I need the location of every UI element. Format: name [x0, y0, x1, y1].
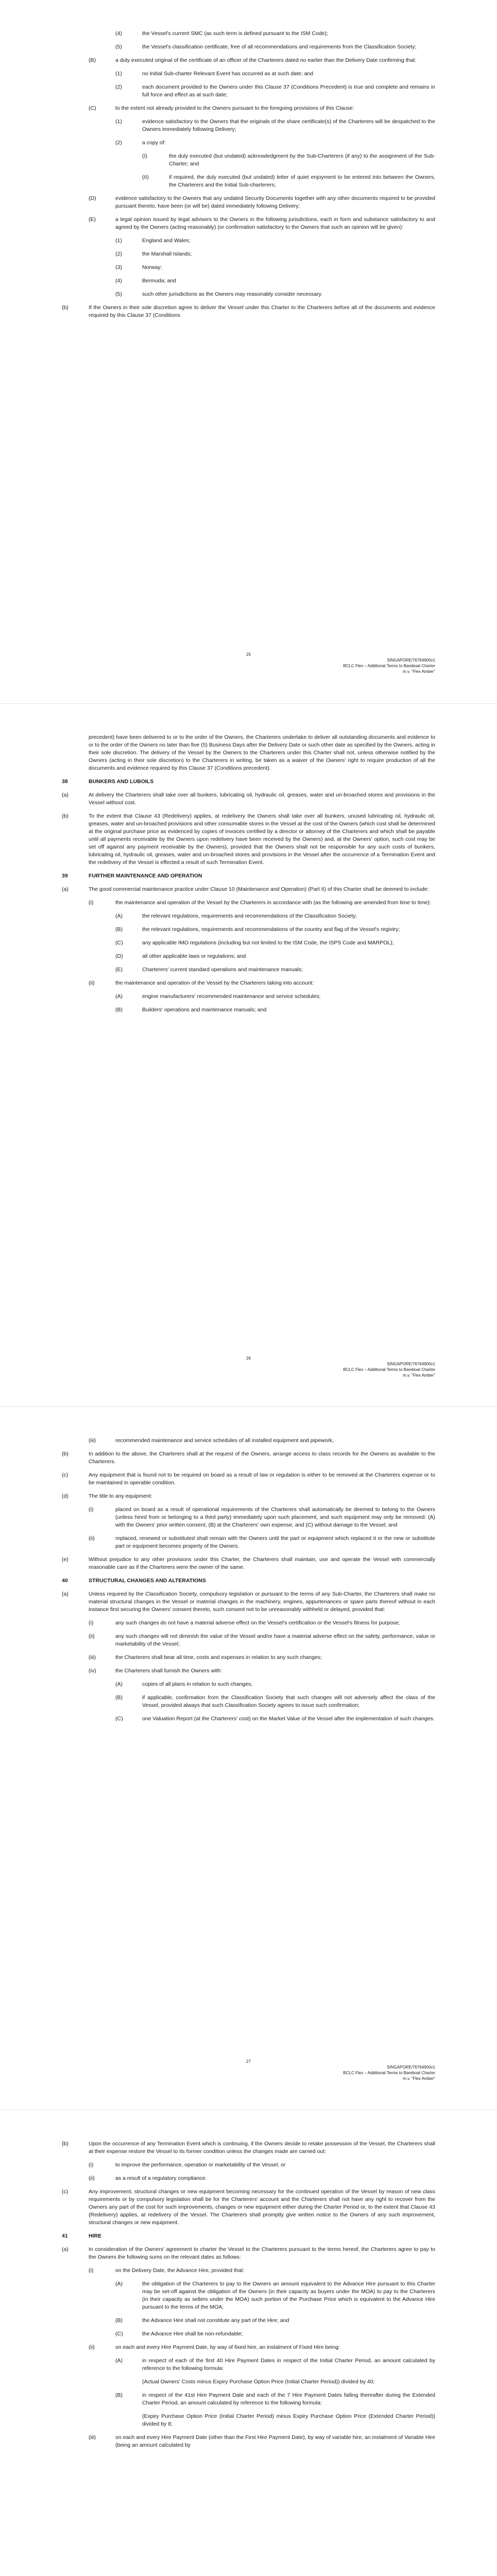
vessel-name: m.v. "Flex Amber" — [403, 2076, 435, 2081]
clause-text: on each and every Hire Payment Date, by way of fixed hire, an instalment of Fixed Hire being: — [115, 2344, 340, 2350]
clause-text: Charterers' current standard operations and maintenance manuals; — [142, 967, 303, 973]
clause-paragraph — [62, 979, 435, 987]
clause-label: (4) — [115, 278, 122, 284]
clause-text: any such changes do not have a material adverse effect on the Vessel's certification or the Vessel's fitness for purpose; — [115, 1620, 400, 1626]
clause-text: (Actual Owners' Costs minus Expiry Purchase Option Price (Initial Charter Period)) divided by 40; — [142, 2379, 375, 2385]
clause-label: 41 — [62, 2233, 68, 2239]
clause-label: (C) — [115, 940, 123, 946]
clause-label: (D) — [115, 953, 123, 959]
clause-paragraph — [62, 1667, 435, 1675]
clause-paragraph — [62, 912, 435, 920]
clause-text: the maintenance and operation of the Vessel by the Charterers taking into account: — [115, 980, 314, 986]
clause-paragraph — [62, 250, 435, 258]
clause-paragraph — [62, 926, 435, 934]
clause-label: (i) — [89, 2267, 94, 2274]
clause-paragraph — [62, 2434, 435, 2449]
clause-text: a copy of: — [142, 140, 166, 146]
clause-text: Any improvement, structural changes or new equipment becoming necessary for the continued operation of the Vessel by reason of new class requirements or by compulsory legislation shall be for the Charterers' account and the Charterers shall not have any right to recover from the Owners any part of the cost for such improvements, changes or new equipment either during the Charter Period or, to the extent that Clause 43 (Redelivery) applies, at redelivery of the Vessel. The Charterers shall promptly give written notice to the Owners of any such improvement, structural changes or new equipment. — [89, 2189, 435, 2226]
clause-text: the maintenance and operation of the Vessel by the Charterers in accordance with (as the following are amended from time to time): — [115, 900, 431, 906]
clause-paragraph — [62, 2413, 435, 2428]
clause-paragraph — [62, 43, 435, 51]
clause-heading — [62, 778, 435, 786]
clause-paragraph — [62, 2280, 435, 2311]
clause-paragraph — [62, 734, 435, 772]
clause-label: (2) — [115, 140, 122, 146]
clause-label: (a) — [62, 2246, 68, 2252]
clause-paragraph — [62, 216, 435, 231]
clause-text: a duly executed original of the certificate of an officer of the Charterers dated no earlier than the Delivery Date confirming that: — [115, 57, 417, 63]
clause-text: all other applicable laws or regulations; and — [142, 953, 246, 959]
clause-label: (II) — [142, 174, 149, 180]
clause-text: England and Wales; — [142, 238, 191, 244]
clause-text: the Vessel's classification certificate, free of all recommendations and requirements from the Classification Society; — [142, 44, 417, 50]
clause-text: Bermuda; and — [142, 278, 176, 284]
clause-text: on the Delivery Date, the Advance Hire, provided that: — [115, 2267, 245, 2274]
clause-label: (B) — [115, 1007, 123, 1013]
clause-text: to improve the performance, operation or marketability of the Vessel; or — [115, 2162, 286, 2168]
clause-paragraph — [62, 2317, 435, 2325]
clause-text: Norway; — [142, 264, 162, 270]
clause-label: (2) — [115, 84, 122, 90]
clause-paragraph — [62, 2246, 435, 2261]
clause-paragraph — [62, 1619, 435, 1627]
clause-text: the Charterers shall bear all time, costs and expenses in relation to any such changes; — [115, 1654, 322, 1660]
clause-paragraph — [62, 1694, 435, 1709]
page-footer — [0, 652, 497, 674]
vessel-name: m.v. "Flex Amber" — [403, 669, 435, 674]
clause-text: evidence satisfactory to the Owners that any undated Security Documents together with any other documents required to be provided pursuant thereto, have been (or will be) dated immediately following Delivery; — [115, 195, 435, 209]
clause-text: the duly executed (but undated) acknowledgment by the Sub-Charterers (if any) to the assignment of the Sub-Charter; and — [169, 153, 435, 167]
clause-text: the Advance Hire shall be non-refundable; — [142, 2331, 243, 2337]
clause-heading — [62, 2232, 435, 2240]
clause-label: (B) — [115, 2392, 123, 2398]
clause-text: placed on board as a result of operational requirements of the Charterers shall automatically be deemed to belong to the Owners (unless hired from or belonging to a third party) immediately upon such placement, and such equipment may only be removed: (A) with the Owners' prior written consent, (B) at the Charterers' own expense, and (C) without damage to the Vessel; and — [115, 1506, 435, 1528]
clause-paragraph — [62, 57, 435, 64]
clause-paragraph — [62, 291, 435, 298]
clause-paragraph — [62, 1493, 435, 1500]
clause-paragraph — [62, 791, 435, 807]
clause-text: in respect of the 41st Hire Payment Date and each of the 7 Hire Payment Dates falling thereafter during the Extended Charter Period, an amount calculated by reference to the following formula: — [142, 2392, 435, 2406]
clause-paragraph — [62, 105, 435, 112]
page-number: 25 — [246, 652, 251, 657]
clause-label: (ii) — [89, 980, 95, 986]
clause-text: a legal opinion issued by legal advisers to the Owners in the following jurisdictions, each in form and substance satisfactory to and agreed by the Owners (acting reasonably) (or confirmation satisfactory to the Owners that such an opinion will be given): — [115, 216, 435, 230]
clause-label: (I) — [142, 153, 147, 159]
clause-text: the Marshall Islands; — [142, 251, 192, 257]
clause-text: the Advance Hire shall not constitute any part of the Hire; and — [142, 2317, 289, 2324]
clause-text: Without prejudice to any other provisions under this Charter, the Charterers shall maintain, use and operate the Vessel with commercially reasonable care as if the Charterers were the owner of the same. — [89, 1556, 435, 1570]
clause-paragraph — [62, 70, 435, 78]
clause-label: (a) — [62, 1591, 68, 1597]
clause-paragraph — [62, 2378, 435, 2386]
document-page — [0, 1406, 497, 2110]
clause-label: (ii) — [89, 2175, 95, 2181]
document-reference: SINGAPORE/76764900v1 — [387, 658, 435, 663]
clause-text: In addition to the above, the Charterers shall at the request of the Owners, arrange access to class records for the Owners as available to the Charterers. — [89, 1451, 435, 1465]
clause-text: no Initial Sub-charter Relevant Event has occurred as at such date; and — [142, 71, 314, 77]
clause-text: To the extent that Clause 43 (Redelivery) applies, at redelivery the Owners shall take over all bunkers, unused lubricating oil, hydraulic oil, greases, water and un-broached provisions and other consumable stores in the Vessel at the cost of the Owners (which cost shall be determined at the original purchase price as evidenced by copies of invoices certified by a director or attorney of the Charterers and which shall be payable until all payments receivable by the Owners upon redelivery have been received by the Owners) and, at the Owners' option, such cost may be set off against any payment receivable by the Owners), provided that the Owners shall not be responsible for any such costs of bunkers, lubricating oil, hydraulic oil, greases, water and un-broached stores and provisions in the Vessel after the occurrence of a Termination Event and the redelivery of the Vessel is effected a result of such Termination Event. — [89, 813, 435, 866]
clause-label: (1) — [115, 71, 122, 77]
clause-paragraph — [62, 953, 435, 960]
clause-label: (5) — [115, 291, 122, 297]
clause-label: (e) — [62, 1556, 68, 1563]
clause-paragraph — [62, 237, 435, 245]
clause-label: (b) — [62, 813, 68, 819]
clause-text: each document provided to the Owners under this Clause 37 (Conditions Precedent) is true and complete and remains in full force and effect as at such date; — [142, 84, 435, 98]
clause-label: (b) — [62, 304, 68, 311]
clause-label: (iv) — [89, 1668, 96, 1674]
clause-text: engine manufacturers' recommended maintenance and service schedules; — [142, 993, 321, 999]
clause-label: (A) — [115, 913, 123, 919]
clause-paragraph — [62, 1450, 435, 1466]
clause-paragraph — [62, 30, 435, 38]
clause-paragraph — [62, 1556, 435, 1571]
page-number: 27 — [246, 2059, 251, 2064]
clause-paragraph — [62, 2392, 435, 2407]
clause-paragraph — [62, 2188, 435, 2227]
clause-label: (i) — [89, 2162, 94, 2168]
clause-label: (3) — [115, 264, 122, 270]
clause-label: (D) — [89, 195, 96, 201]
page-footer — [0, 1355, 497, 1378]
clause-paragraph — [62, 195, 435, 210]
clause-heading — [62, 1577, 435, 1585]
document-footer-title: BCLC Flex – Additional Terms to Bareboat Charter — [343, 1367, 435, 1372]
clause-text: STRUCTURAL CHANGES AND ALTERATIONS — [89, 1578, 206, 1584]
clause-text: FURTHER MAINTENANCE AND OPERATION — [89, 873, 202, 879]
clause-text: Any equipment that is found not to be required on board as a result of law or regulation is either to be removed at the Charterers expense or to be maintained in operable condition. — [89, 1472, 435, 1486]
document-page — [0, 2110, 497, 2576]
clause-paragraph — [62, 2161, 435, 2169]
clause-paragraph — [62, 83, 435, 99]
clause-paragraph — [62, 1654, 435, 1662]
clause-text: on each and every Hire Payment Date (other than the First Hire Payment Date), by way of variable hire, an instalment of Variable Hire (being an amount calculated by — [115, 2434, 435, 2448]
clause-label: (d) — [62, 1493, 68, 1499]
clause-paragraph — [62, 1535, 435, 1550]
clause-paragraph — [62, 118, 435, 133]
clause-text: At delivery the Charterers shall take over all bunkers, lubricating oil, hydraulic oil, greases, water and un-broached stores and provisions in the Vessel without cost. — [89, 792, 435, 806]
clause-paragraph — [62, 899, 435, 907]
clause-text: the relevant regulations, requirements and recommendations of the country and flag of the Vessel's registry; — [142, 926, 400, 933]
clause-label: 40 — [62, 1578, 68, 1584]
clause-paragraph — [62, 139, 435, 147]
clause-text: the Charterers shall furnish the Owners with: — [115, 1668, 222, 1674]
clause-paragraph — [62, 1681, 435, 1688]
clause-text: any such changes will not diminish the value of the Vessel and/or have a material adverse effect on the safety, performance, value or marketability of the Vessel; — [115, 1633, 435, 1647]
document-page — [0, 703, 497, 1406]
clause-text: If the Owners in their sole discretion agree to deliver the Vessel under this Charter to the Charterers before all of the documents and evidence required by this Clause 37 (Conditions — [89, 304, 435, 318]
clause-text: the obligation of the Charterers to pay to the Owners an amount equivalent to the Advance Hire pursuant to this Charter may be set-off against the obligation of the Owners (in their capacity as buyers under the MOA) to pay to the Charterers (in their capacity as sellers under the MOA) such portion of the Purchase Price which is equivalent to the Advance Hire pursuant to the terms of the MOA; — [142, 2281, 435, 2310]
clause-text: in respect of each of the first 40 Hire Payment Dates in respect of the Initial Charter Period, an amount calculated by reference to the following formula: — [142, 2358, 435, 2371]
clause-label: (B) — [89, 57, 96, 63]
vessel-name: m.v. "Flex Amber" — [403, 1373, 435, 1378]
clause-label: (5) — [115, 44, 122, 50]
clause-label: (b) — [62, 2141, 68, 2147]
clause-text: HIRE — [89, 2233, 102, 2239]
clause-text: the Vessel's current SMC (as such term is defined pursuant to the ISM Code); — [142, 30, 328, 37]
clause-paragraph — [62, 966, 435, 974]
clause-label: (i) — [89, 900, 94, 906]
clause-text: The title to any equipment: — [89, 1493, 152, 1499]
clause-text: to the extent not already provided to the Owners pursuant to the foregoing provisions of this Clause: — [115, 105, 354, 111]
document-footer-title: BCLC Flex – Additional Terms to Bareboat Charter — [343, 2071, 435, 2075]
clause-label: (B) — [115, 1694, 123, 1701]
clause-label: (iii) — [89, 1437, 96, 1444]
clause-label: 39 — [62, 873, 68, 879]
clause-paragraph — [62, 2175, 435, 2182]
clause-label: (a) — [62, 886, 68, 892]
clause-label: (i) — [89, 1620, 94, 1626]
clause-text: replaced, renewed or substituted shall remain with the Owners until the part or equipment which replaced it or the new or substitute part or equipment becomes property of the Owners. — [115, 1535, 435, 1549]
clause-paragraph — [62, 2267, 435, 2275]
clause-label: (C) — [89, 105, 96, 111]
clause-paragraph — [62, 304, 435, 319]
clause-paragraph — [62, 2330, 435, 2338]
clause-text: BUNKERS AND LUBOILS — [89, 778, 154, 785]
clause-label: (E) — [115, 967, 123, 973]
clause-paragraph — [62, 1715, 435, 1723]
clause-label: (ii) — [89, 2344, 95, 2350]
clause-label: (A) — [115, 993, 123, 999]
clause-text: if required, the duly executed (but undated) letter of quiet enjoyment to be entered into between the Owners, the Charterers and the Initial Sub-charterers; — [169, 174, 435, 188]
clause-label: (2) — [115, 251, 122, 257]
clause-label: (iii) — [89, 2434, 96, 2441]
clause-text: if applicable, confirmation from the Classification Society that such changes will not adversely affect the class of the Vessel, provided always that such Classification Society agrees to issue such confirmation; — [142, 1694, 435, 1708]
clause-paragraph — [62, 152, 435, 168]
clause-text: recommended maintenance and service schedules of all installed equipment and pipework, — [115, 1437, 334, 1444]
clause-text: (Expiry Purchase Option Price (Initial Charter Period) minus Expiry Purchase Option Price (Extended Charter Period)) divided by 8; — [142, 2413, 435, 2427]
clause-text: the relevant regulations, requirements and recommendations of the Classification Society; — [142, 913, 357, 919]
clause-paragraph — [62, 812, 435, 867]
clause-text: In consideration of the Owners' agreement to charter the Vessel to the Charterers pursuant to the terms hereof, the Charterers agree to pay to the Owners the following sums on the relevant dates as follows: — [89, 2246, 435, 2260]
clause-text: one Valuation Report (at the Charterers' cost) on the Market Value of the Vessel after the implementation of such changes. — [142, 1716, 435, 1722]
clause-paragraph — [62, 1506, 435, 1529]
clause-heading — [62, 872, 435, 880]
clause-text: Unless required by the Classification Society, compulsory legislation or pursuant to the terms of any Sub-Charter, the Charterers shall make no material structural changes in the Vessel or material changes in the machinery, engines, appurtenances or spare parts thereof without in each instance first securing the Owners' consent thereto, such consent not to be unreasonably withheld or delayed, provided that: — [89, 1591, 435, 1613]
document-footer-title: BCLC Flex – Additional Terms to Bareboat Charter — [343, 664, 435, 668]
clause-text: any applicable IMO regulations (including but not limited to the ISM Code, the ISPS Code and MARPOL); — [142, 940, 394, 946]
clause-label: (c) — [62, 2189, 68, 2195]
clause-label: (A) — [115, 2281, 123, 2287]
clause-label: 38 — [62, 778, 68, 785]
clause-label: (A) — [115, 1681, 123, 1687]
clause-paragraph — [62, 277, 435, 285]
clause-label: (b) — [62, 1451, 68, 1457]
clause-label: (c) — [62, 1472, 68, 1478]
page-number: 26 — [246, 1356, 251, 1361]
clause-label: (1) — [115, 238, 122, 244]
document-reference: SINGAPORE/76764900v1 — [387, 1362, 435, 1366]
clause-text: as a result of a regulatory compliance. — [115, 2175, 207, 2181]
clause-text: Upon the occurrence of any Termination Event which is continuing, if the Owners decide to retake possession of the Vessel, the Charterers shall at their expense restore the Vessel to its former condition unless the changes made are carried out: — [89, 2141, 435, 2155]
clause-label: (E) — [89, 216, 96, 223]
clause-label: (1) — [115, 118, 122, 125]
clause-label: (A) — [115, 2358, 123, 2364]
clause-text: such other jurisdictions as the Owners may reasonably consider necessary. — [142, 291, 322, 297]
clause-text: The good commercial maintenance practice under Clause 10 (Maintenance and Operation) (Part II) of this Charter shall be deemed to include: — [89, 886, 429, 892]
document-reference: SINGAPORE/76764900v1 — [387, 2065, 435, 2070]
clause-paragraph — [62, 264, 435, 272]
document-page — [0, 0, 497, 703]
clause-label: (ii) — [89, 1633, 95, 1639]
clause-paragraph — [62, 1590, 435, 1614]
clause-paragraph — [62, 2344, 435, 2351]
clause-label: (4) — [115, 30, 122, 37]
clause-paragraph — [62, 1633, 435, 1648]
clause-text: Builders' operations and maintenance manuals; and — [142, 1007, 267, 1013]
clause-paragraph — [62, 2357, 435, 2372]
clause-paragraph — [62, 939, 435, 947]
clause-text: precedent) have been delivered to or to the order of the Owners, the Charterers undertake to deliver all outstanding documents and evidence to or to the order of the Owners no later than five (5) Business Days after the Delivery Date or such other date as specified by the Owners, acting in their sole discretion. The delivery of the Vessel by the Owners to the Charterers under this Charter shall not, unless otherwise notified by the Owners (acting in their sole discretion) to the Charterers in writing, be taken as a waiver of the Owners' right to require production of all the documents and evidence required by this Clause 37 (Conditions precedent). — [89, 734, 435, 771]
clause-label: (iii) — [89, 1654, 96, 1660]
clause-paragraph — [62, 1006, 435, 1014]
clause-label: (C) — [115, 1716, 123, 1722]
clause-label: (a) — [62, 792, 68, 798]
clause-label: (B) — [115, 926, 123, 933]
clause-paragraph — [62, 2140, 435, 2156]
clause-label: (B) — [115, 2317, 123, 2324]
clause-label: (C) — [115, 2331, 123, 2337]
clause-text: copies of all plans in relation to such changes; — [142, 1681, 253, 1687]
clause-paragraph — [62, 1437, 435, 1445]
clause-text: evidence satisfactory to the Owners that the originals of the share certificate(s) of the Charterers will be despatched to the Owners immediately following Delivery; — [142, 118, 435, 132]
clause-paragraph — [62, 886, 435, 893]
clause-paragraph — [62, 993, 435, 1001]
page-footer — [0, 2059, 497, 2081]
clause-paragraph — [62, 174, 435, 189]
clause-label: (ii) — [89, 1535, 95, 1541]
clause-paragraph — [62, 1471, 435, 1487]
clause-label: (i) — [89, 1506, 94, 1513]
